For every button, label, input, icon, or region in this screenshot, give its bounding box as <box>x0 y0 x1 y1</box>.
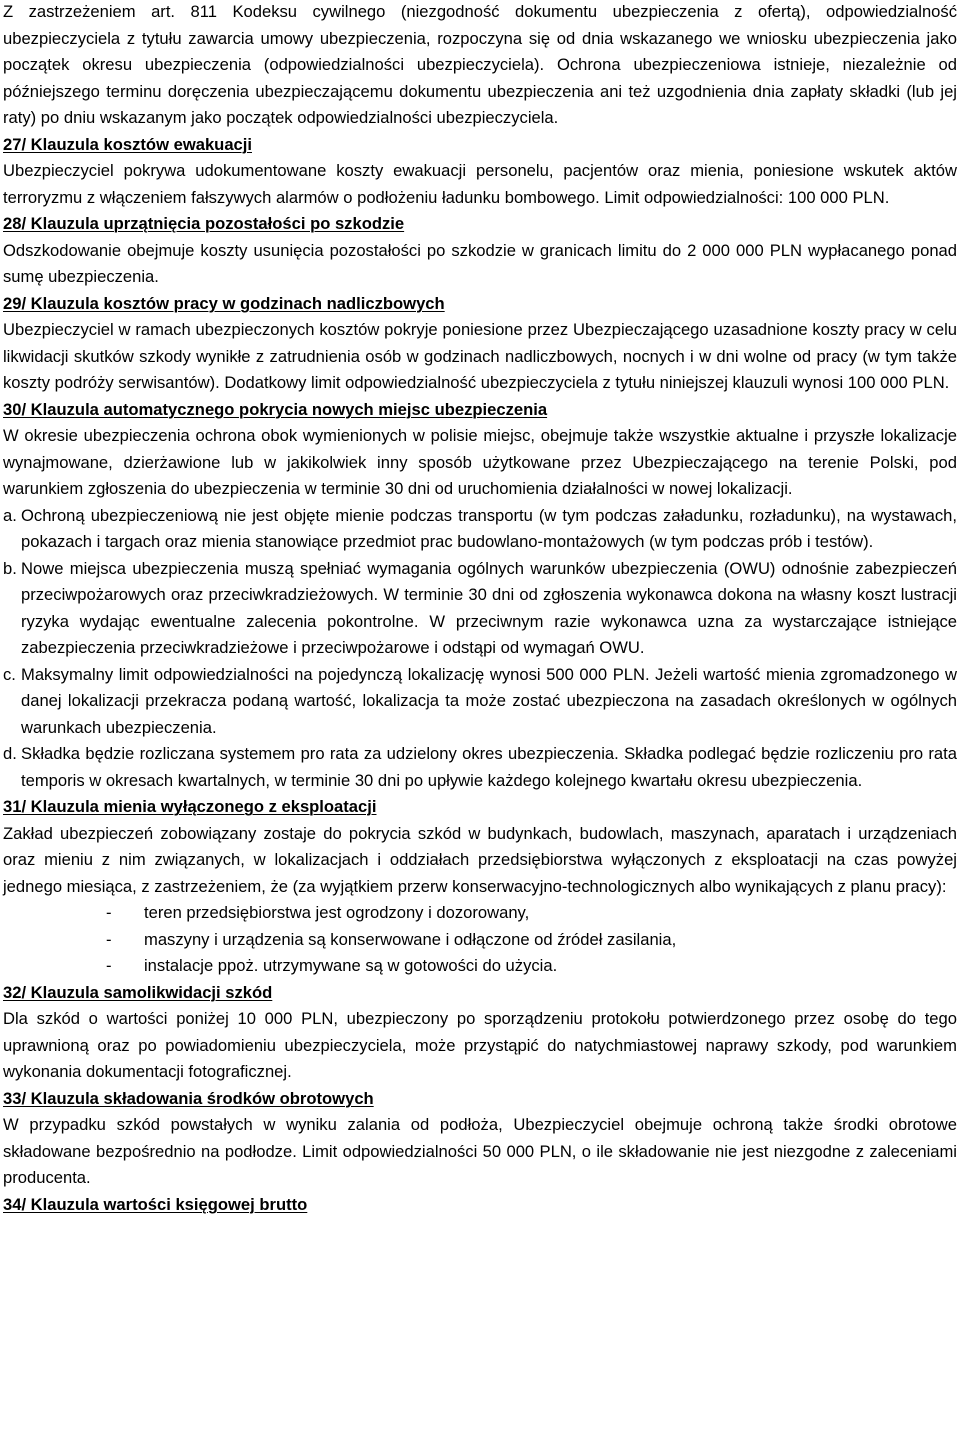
dash-item <box>3 953 957 980</box>
clause-list <box>3 503 957 795</box>
list-marker: a. <box>3 505 17 525</box>
clause-body: Dla szkód o wartości poniżej 10 000 PLN, ubezpieczony po sporządzeniu protokołu potwierdzonego przez osobę do tego uprawnioną oraz po powiadomieniu ubezpieczyciela, może przystąpić do natychmiastowej naprawy szkody, pod warunkiem wykonania dokumentacji fotograficznej. <box>3 1009 957 1081</box>
clause-body: W okresie ubezpieczenia ochrona obok wymienionych w polisie miejsc, obejmuje także wszystkie aktualne i przyszłe lokalizacje wynajmowane, dzierżawione lub w jakikolwiek inny sposób użytkowane przez Ubezpieczającego na terenie Polski, pod warunkiem zgłoszenia do ubezpieczenia w terminie 30 dni od uruchomienia działalności w nowej lokalizacji. <box>3 426 957 498</box>
clause-heading: 31/ Klauzula mienia wyłączonego z eksploatacji <box>3 797 377 816</box>
clause-31 <box>3 794 957 980</box>
clause-heading: 32/ Klauzula samolikwidacji szkód <box>3 982 273 1002</box>
dash-marker: - <box>106 956 112 975</box>
list-item-text: Składka będzie rozliczana systemem pro rata za udzielony okres ubezpieczenia. Składka podlegać będzie rozliczeniu pro rata temporis w okresach kwartalnych, w terminie 30 dni po upływie każdego kolejnego kwartału okresu ubezpieczenia. <box>21 744 957 790</box>
list-item-text: Ochroną ubezpieczeniową nie jest objęte mienie podczas transportu (w tym podczas załadunku, rozładunku), na wystawach, pokazach i targach oraz mienia stanowiące przedmiot prac budowlano-montażowych (w tym podczas prób i testów). <box>21 505 957 551</box>
list-marker: d. <box>3 744 17 763</box>
clause-28 <box>3 211 957 291</box>
dash-marker: - <box>106 903 112 922</box>
dash-list <box>3 900 957 980</box>
clause-heading: 27/ Klauzula kosztów ewakuacji <box>3 134 252 154</box>
dash-item-text: maszyny i urządzenia są konserwowane i odłączone od źródeł zasilania, <box>144 929 677 949</box>
clause-body: Zakład ubezpieczeń zobowiązany zostaje do pokrycia szkód w budynkach, budowlach, maszynach, aparatach i urządzeniach oraz mieniu z nim związanych, w lokalizacjach i oddziałach przedsiębiorstwa wyłączonych z eksploatacji na czas powyżej jednego miesiąca, z zastrzeżeniem, że (za wyjątkiem przerw konserwacyjno-technologicznych albo wynikających z planu pracy): <box>3 823 957 896</box>
clause-heading: 30/ Klauzula automatycznego pokrycia nowych miejsc ubezpieczenia <box>3 399 548 419</box>
list-item <box>3 556 957 662</box>
clause-32 <box>3 980 957 1086</box>
list-marker: c. <box>3 664 16 684</box>
dash-item-text: teren przedsiębiorstwa jest ogrodzony i dozorowany, <box>144 903 530 922</box>
clause-heading: 33/ Klauzula składowania środków obrotowych <box>3 1088 374 1108</box>
list-item-text: Maksymalny limit odpowiedzialności na pojedynczą lokalizację wynosi 500 000 PLN. Jeżeli wartość mienia zgromadzonego w danej lokalizacji przekracza podaną wartość, lokalizacja ta może zostać ubezpieczona na zasadach określonych w ogólnych warunkach ubezpieczenia. <box>21 664 957 737</box>
dash-item-text: instalacje ppoż. utrzymywane są w gotowości do użycia. <box>144 956 558 975</box>
clause-29 <box>3 291 957 397</box>
clause-30 <box>3 397 957 795</box>
clause-33 <box>3 1086 957 1192</box>
clause-heading: 28/ Klauzula uprzątnięcia pozostałości po szkodzie <box>3 214 405 233</box>
clause-body: Ubezpieczyciel w ramach ubezpieczonych kosztów pokryje poniesione przez Ubezpieczającego uzasadnione koszty pracy w celu likwidacji skutków szkody wynikłe z zatrudnienia osób w godzinach nadliczbowych, nocnych i w dni wolne od pracy (w tym także koszty podróży serwisantów). Dodatkowy limit odpowiedzialność ubezpieczyciela z tytułu niniejszej klauzuli wynosi 100 000 PLN. <box>3 320 957 392</box>
intro-paragraph: Z zastrzeżeniem art. 811 Kodeksu cywilnego (niezgodność dokumentu ubezpieczenia z ofertą), odpowiedzialność ubezpieczyciela z tytułu zawarcia umowy ubezpieczenia, rozpoczyna się od dnia wskazanego we wniosku ubezpieczenia jako początek okresu ubezpieczenia (odpowiedzialności ubezpieczyciela). Ochrona ubezpieczeniowa istnieje, niezależnie od późniejszego terminu doręczenia ubezpieczającemu dokumentu ubezpieczenia ani też uzgodnienia dnia zapłaty składki (lub jej raty) po dniu wskazanym jako początek odpowiedzialności ubezpieczyciela. <box>3 2 957 127</box>
dash-item <box>3 927 957 954</box>
list-item <box>3 503 957 556</box>
dash-item <box>3 900 957 927</box>
list-item <box>3 741 957 794</box>
clause-heading: 34/ Klauzula wartości księgowej brutto <box>3 1194 308 1214</box>
clause-body: Odszkodowanie obejmuje koszty usunięcia pozostałości po szkodzie w granicach limitu do 2 000 000 PLN wypłacanego ponad sumę ubezpieczenia. <box>3 240 957 286</box>
dash-marker: - <box>106 929 112 949</box>
clause-34 <box>3 1192 957 1219</box>
list-item-text: Nowe miejsca ubezpieczenia muszą spełniać wymagania ogólnych warunków ubezpieczenia (OWU) odnośnie zabezpieczeń przeciwpożarowych oraz przeciwkradzieżowych. W terminie 30 dni od zgłoszenia wykonawca dokona na własny koszt lustracji ryzyka wydając ewentualne zalecenia pokontrolne. W przeciwnym razie wykonawca uzna za wystarczające istniejące zabezpieczenia przeciwkradzieżowe i przeciwpożarowe i odstąpi od wymagań OWU. <box>21 558 957 657</box>
list-item <box>3 662 957 742</box>
clause-heading: 29/ Klauzula kosztów pracy w godzinach nadliczbowych <box>3 293 445 313</box>
list-marker: b. <box>3 558 17 578</box>
clause-body: Ubezpieczyciel pokrywa udokumentowane koszty ewakuacji personelu, pacjentów oraz mienia, poniesione wskutek aktów terroryzmu z włączeniem fałszywych alarmów o podłożeniu ładunku bombowego. Limit odpowiedzialności: 100 000 PLN. <box>3 161 957 207</box>
clause-27 <box>3 132 957 212</box>
clause-body: W przypadku szkód powstałych w wyniku zalania od podłoża, Ubezpieczyciel obejmuje ochroną także środki obrotowe składowane bezpośrednio na podłodze. Limit odpowiedzialności 50 000 PLN, o ile składowanie nie jest niezgodne z zaleceniami producenta. <box>3 1115 957 1187</box>
